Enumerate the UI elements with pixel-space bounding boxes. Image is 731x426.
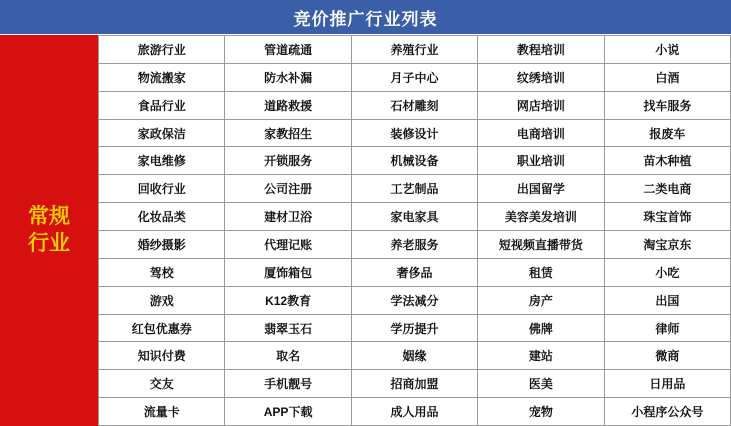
table-cell: 流量卡	[99, 398, 225, 426]
table-cell: 养殖行业	[352, 36, 478, 64]
table-cell: 知识付费	[99, 342, 225, 370]
table-cell: 家电家具	[352, 203, 478, 231]
table-cell: 出国留学	[478, 175, 604, 203]
table-row	[99, 203, 731, 231]
table-row	[99, 370, 731, 398]
table-cell: 游戏	[99, 287, 225, 315]
table-cell: 开锁服务	[225, 147, 351, 175]
table-row	[99, 147, 731, 175]
category-label-line1: 常规	[28, 205, 70, 229]
table-cell: 家教招生	[225, 120, 351, 148]
table-cell: 旅游行业	[99, 36, 225, 64]
table-cell: 教程培训	[478, 36, 604, 64]
table-cell: 婚纱摄影	[99, 231, 225, 259]
table-cell: 食品行业	[99, 92, 225, 120]
table-cell: 交友	[99, 370, 225, 398]
table-cell: 翡翠玉石	[225, 315, 351, 343]
table-cell: 回收行业	[99, 175, 225, 203]
table-row	[99, 92, 731, 120]
table-cell: 纹绣培训	[478, 64, 604, 92]
table-row	[99, 315, 731, 343]
table-cell: 网店培训	[478, 92, 604, 120]
table-cell: 家政保洁	[99, 120, 225, 148]
table-cell: 宠物	[478, 398, 604, 426]
table-cell: 白酒	[605, 64, 731, 92]
table-cell: 红包优惠券	[99, 315, 225, 343]
table-cell: 短视频直播带货	[478, 231, 604, 259]
table-row	[99, 64, 731, 92]
table-cell: 小说	[605, 36, 731, 64]
category-label-line2: 行业	[28, 231, 70, 255]
table-row	[99, 231, 731, 259]
table-cell: K12教育	[225, 287, 351, 315]
table-cell: 建材卫浴	[225, 203, 351, 231]
table-cell: 装修设计	[352, 120, 478, 148]
table-cell: 苗木种植	[605, 147, 731, 175]
table-cell: 电商培训	[478, 120, 604, 148]
table-cell: 医美	[478, 370, 604, 398]
category-side-label	[0, 35, 98, 426]
table-cell: 驾校	[99, 259, 225, 287]
table-cell: 家电维修	[99, 147, 225, 175]
table-cell: 厦饰箱包	[225, 259, 351, 287]
table-cell: 小程序公众号	[605, 398, 731, 426]
industry-table	[98, 35, 731, 426]
table-cell: 养老服务	[352, 231, 478, 259]
table-cell: 物流搬家	[99, 64, 225, 92]
table-cell: 珠宝首饰	[605, 203, 731, 231]
table-cell: 佛牌	[478, 315, 604, 343]
table-cell: 防水补漏	[225, 64, 351, 92]
table-cell: 道路救援	[225, 92, 351, 120]
table-row	[99, 398, 731, 426]
table-cell: 出国	[605, 287, 731, 315]
table-cell: 奢侈品	[352, 259, 478, 287]
table-cell: 招商加盟	[352, 370, 478, 398]
table-cell: 成人用品	[352, 398, 478, 426]
table-cell: 手机靓号	[225, 370, 351, 398]
table-row	[99, 259, 731, 287]
table-cell: 找车服务	[605, 92, 731, 120]
table-cell: 公司注册	[225, 175, 351, 203]
table-cell: 律师	[605, 315, 731, 343]
table-cell: 学法减分	[352, 287, 478, 315]
table-row	[99, 120, 731, 148]
table-cell: 月子中心	[352, 64, 478, 92]
page-title-bar	[0, 0, 731, 35]
table-cell: 报废车	[605, 120, 731, 148]
table-cell: 姻缘	[352, 342, 478, 370]
table-row	[99, 287, 731, 315]
table-cell: 管道疏通	[225, 36, 351, 64]
table-cell: 代理记账	[225, 231, 351, 259]
table-cell: 二类电商	[605, 175, 731, 203]
table-row	[99, 175, 731, 203]
table-cell: 工艺制品	[352, 175, 478, 203]
table-cell: 取名	[225, 342, 351, 370]
table-cell: 职业培训	[478, 147, 604, 175]
table-row	[99, 342, 731, 370]
table-cell: 化妆品类	[99, 203, 225, 231]
table-body-wrapper	[0, 35, 731, 426]
table-cell: 学历提升	[352, 315, 478, 343]
page-title: 竞价推广行业列表	[293, 9, 438, 29]
table-cell: 房产	[478, 287, 604, 315]
table-cell: 淘宝京东	[605, 231, 731, 259]
table-cell: 美容美发培训	[478, 203, 604, 231]
table-cell: 微商	[605, 342, 731, 370]
table-cell: 建站	[478, 342, 604, 370]
table-cell: APP下载	[225, 398, 351, 426]
table-cell: 日用品	[605, 370, 731, 398]
table-cell: 石材雕刻	[352, 92, 478, 120]
table-cell: 租赁	[478, 259, 604, 287]
table-cell: 小吃	[605, 259, 731, 287]
table-cell: 机械设备	[352, 147, 478, 175]
table-row	[99, 36, 731, 64]
